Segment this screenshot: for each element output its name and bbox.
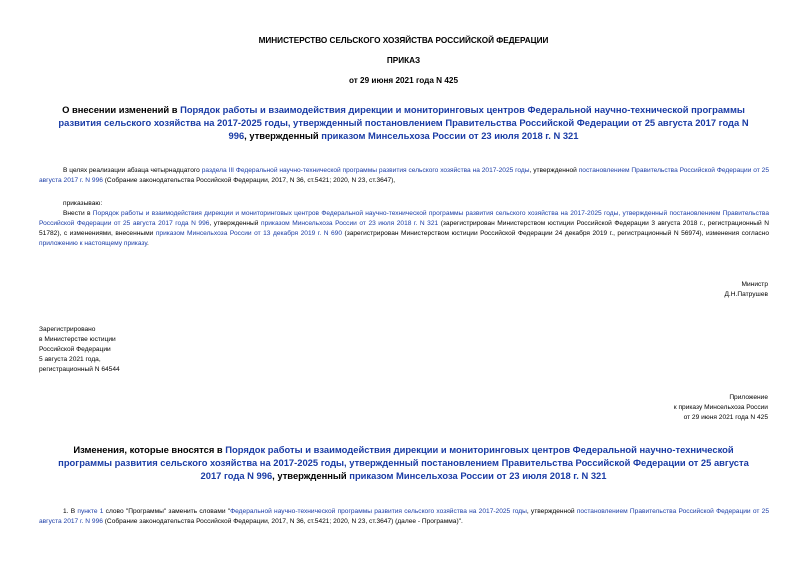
appendix-block — [528, 393, 768, 423]
preamble-paragraph — [39, 166, 769, 186]
preamble-text: В целях реализации абзаца четырнадцатого — [63, 167, 202, 174]
item-text: , утвержденной — [526, 508, 577, 515]
government-decree-link[interactable]: постановлением Правительства Российской Федерации от 25 августа 2017 г. N 996 — [39, 167, 769, 184]
ministry-heading: МИНИСТЕРСТВО СЕЛЬСКОГО ХОЗЯЙСТВА РОССИЙСКОЙ ФЕДЕРАЦИИ — [258, 36, 549, 45]
clause-text: (зарегистрирован Министерством юстиции Российской Федерации 3 августа 2018 г., регистрационный N 51782), с изменениями, внесенными — [39, 220, 769, 237]
registration-line: регистрационный N 64544 — [39, 366, 120, 373]
clause-text: Внести в — [63, 210, 93, 217]
doc-type-heading: ПРИКАЗ — [386, 56, 421, 65]
program-section-link[interactable]: раздела III Федеральной научно-технической программы развития сельского хозяйства на 2017-2025 годы — [201, 167, 530, 174]
orders-word: приказываю: — [63, 200, 103, 207]
order-321-link[interactable]: приказом Минсельхоза России от 23 июля 2018 г. N 321 — [349, 470, 607, 481]
procedure-link[interactable]: Порядок работы и взаимодействия дирекции и мониторинговых центров Федеральной научно-технической программы развития сельского хозяйства на 2017-2025 годы, утвержденный постановлением Правительства Российской Федерации от 25 августа 2017 года N 996 — [58, 444, 749, 481]
order-690-link[interactable]: приказом Минсельхоза России от 13 декабря 2019 г. N 690 — [155, 230, 342, 237]
item-text: слово "Программы" заменить словами " — [103, 508, 231, 515]
clause-paragraph — [39, 209, 769, 249]
procedure-link[interactable]: Порядок работы и взаимодействия дирекции и мониторинговых центров Федеральной научно-технической программы развития сельского хозяйства на 2017-2025 годы, утвержденный постановлением Правительства Российской Федерации от 25 августа 2017 года N 996 — [39, 210, 769, 227]
program-link[interactable]: Федеральной научно-технической программы развития сельского хозяйства на 2017-2025 годы — [230, 508, 527, 515]
preamble-text: , утвержденной — [529, 167, 579, 174]
registration-line: Российской Федерации — [39, 346, 111, 353]
order-date-number: от 29 июня 2021 года N 425 — [348, 76, 459, 85]
item-text: (Собрание законодательства Российской Федерации, 2017, N 36, ст.5421; 2020, N 23, ст.3647) (далее - Программа)". — [102, 518, 463, 525]
order-321-link[interactable]: приказом Минсельхоза России от 23 июля 2018 г. N 321 — [261, 220, 439, 227]
preamble-text: (Собрание законодательства Российской Федерации, 2017, N 36, ст.5421; 2020, N 23, ст.3647), — [102, 177, 396, 184]
signature-name: Д.Н.Патрушев — [724, 291, 768, 298]
order-321-link[interactable]: приказом Минсельхоза России от 23 июля 2018 г. N 321 — [321, 130, 579, 141]
clause-text: . — [147, 240, 149, 247]
item-text: 1. В — [63, 508, 78, 515]
title-text: , утвержденный — [244, 130, 322, 141]
clause-text: (зарегистрирован Министерством юстиции Российской Федерации 24 декабря 2019 г., регистрационный N 56974), изменения согласно — [342, 230, 769, 237]
registration-line: в Министерстве юстиции — [39, 336, 116, 343]
title-text: , утвержденный — [272, 470, 350, 481]
appendix-link[interactable]: приложению к настоящему приказу — [39, 240, 148, 247]
item-1-paragraph — [39, 507, 769, 527]
government-decree-link[interactable]: постановлением Правительства Российской Федерации от 25 августа 2017 г. N 996 — [39, 508, 769, 525]
appendix-line: от 29 июня 2021 года N 425 — [683, 414, 768, 421]
order-title — [48, 103, 759, 142]
registration-block — [39, 325, 239, 375]
signature-position: Министр — [741, 281, 768, 288]
clause-text: , утвержденный — [209, 220, 262, 227]
title-text: Изменения, которые вносятся в — [73, 444, 226, 455]
title-text: О внесении изменений в — [62, 104, 181, 115]
appendix-line: к приказу Минсельхоза России — [673, 404, 768, 411]
signature-block — [568, 280, 768, 300]
registration-line: Зарегистрировано — [39, 326, 96, 333]
point-1-link[interactable]: пункте 1 — [77, 508, 104, 515]
appendix-line: Приложение — [729, 394, 768, 401]
changes-title — [48, 443, 759, 482]
procedure-link[interactable]: Порядок работы и взаимодействия дирекции и мониторинговых центров Федеральной научно-технической программы развития сельского хозяйства на 2017-2025 годы, утвержденный постановлением Правительства Российской Федерации от 25 августа 2017 года N 996 — [58, 104, 749, 141]
registration-line: 5 августа 2021 года, — [39, 356, 101, 363]
